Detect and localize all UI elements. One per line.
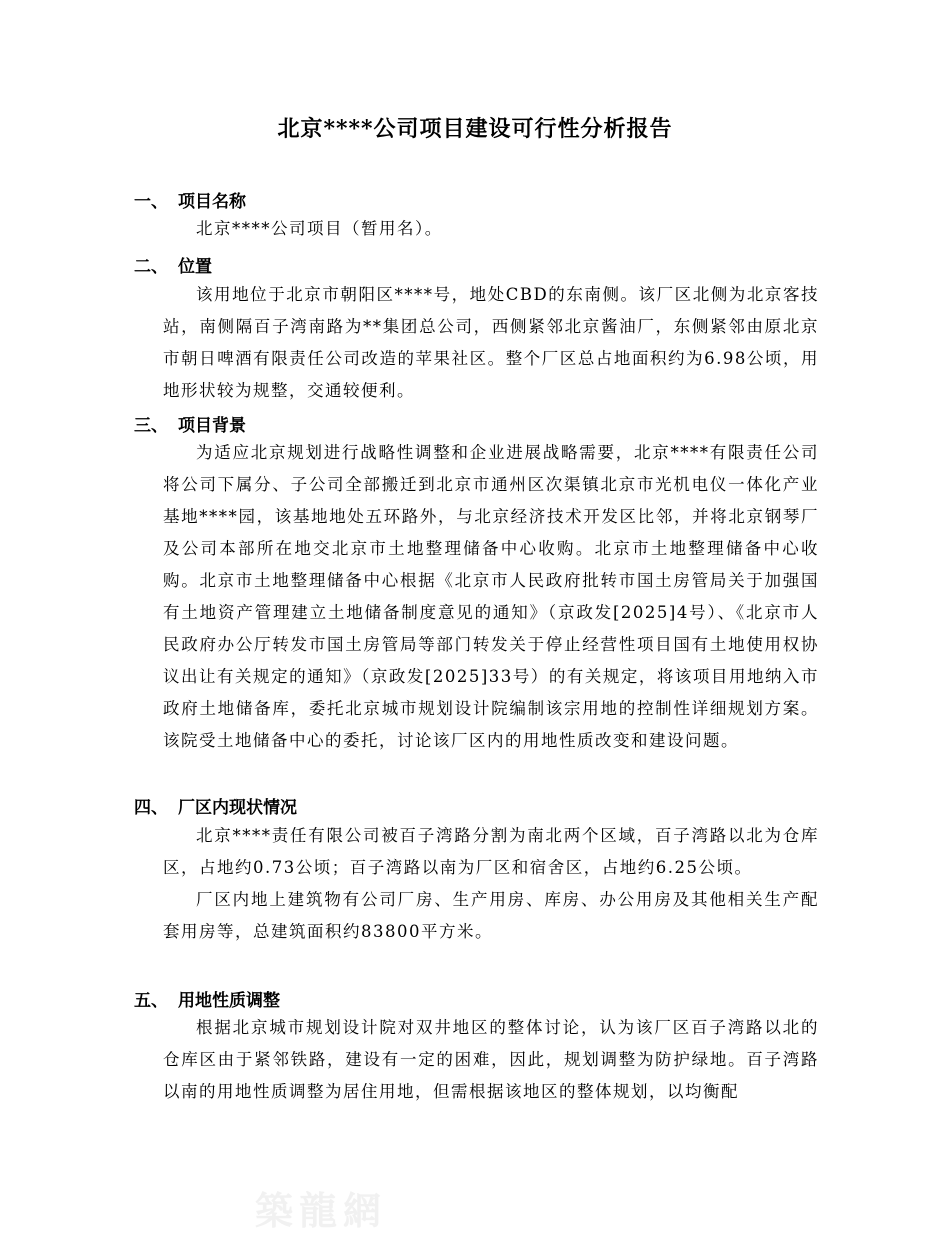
watermark: 築龍網 [255, 1188, 388, 1233]
document-title: 北京****公司项目建设可行性分析报告 [277, 116, 673, 142]
section-number: 五、 [134, 991, 168, 1011]
section-title: 项目名称 [178, 192, 246, 212]
section-heading-4 [134, 793, 297, 818]
section-title: 厂区内现状情况 [178, 798, 297, 818]
paragraph: 该用地位于北京市朝阳区****号，地处CBD的东南侧。该厂区北侧为北京客技站，南侧隔百子湾南路为**集团总公司，西侧紧邻北京酱油厂，东侧紧邻由原北京市朝日啤酒有限责任公司改造的苹果社区。整个厂区总占地面积约为6.98公顷，用地形状较为规整，交通较便利。 [163, 285, 819, 400]
paragraph: 根据北京城市规划设计院对双井地区的整体讨论，认为该厂区百子湾路以北的仓库区由于紧邻铁路，建设有一定的困难，因此，规划调整为防护绿地。百子湾路以南的用地性质调整为居住用地，但需根据该地区的整体规划，以均衡配 [163, 1018, 819, 1101]
paragraph: 为适应北京规划进行战略性调整和企业进展战略需要，北京****有限责任公司将公司下属分、子公司全部搬迁到北京市通州区次渠镇北京市光机电仪一体化产业基地****园，该基地地处五环路外，与北京经济技术开发区比邻，并将北京钢琴厂及公司本部所在地交北京市土地整理储备中心收购。北京市土地整理储备中心收购。北京市土地整理储备中心根据《北京市人民政府批转市国土房管局关于加强国有土地资产管理建立土地储备制度意见的通知》（京政发[2025]4号）、《北京市人民政府办公厅转发市国土房管局等部门转发关于停止经营性项目国有土地使用权协议出让有关规定的通知》（京政发[2025]33号）的有关规定，将该项目用地纳入市政府土地储备库，委托北京城市规划设计院编制该宗用地的控制性详细规划方案。该院受土地储备中心的委托，讨论该厂区内的用地性质改变和建设问题。 [163, 443, 819, 750]
section-number: 二、 [134, 257, 168, 277]
section-number: 一、 [134, 192, 168, 212]
section-heading-3 [134, 411, 246, 436]
paragraph: 厂区内地上建筑物有公司厂房、生产用房、库房、办公用房及其他相关生产配套用房等，总建筑面积约83800平方米。 [163, 890, 819, 941]
section-heading-1 [134, 187, 246, 212]
section-title: 项目背景 [178, 416, 246, 436]
section-number: 三、 [134, 416, 168, 436]
section-heading-5 [134, 986, 280, 1011]
paragraph: 北京****公司项目（暂用名）。 [196, 219, 443, 238]
paragraph: 北京****责任有限公司被百子湾路分割为南北两个区域，百子湾路以北为仓库区，占地约0.73公顷；百子湾路以南为厂区和宿舍区，占地约6.25公顷。 [163, 826, 819, 877]
section-heading-2 [134, 252, 212, 277]
section-title: 位置 [178, 257, 212, 277]
section-title: 用地性质调整 [178, 991, 280, 1011]
section-number: 四、 [134, 798, 168, 818]
